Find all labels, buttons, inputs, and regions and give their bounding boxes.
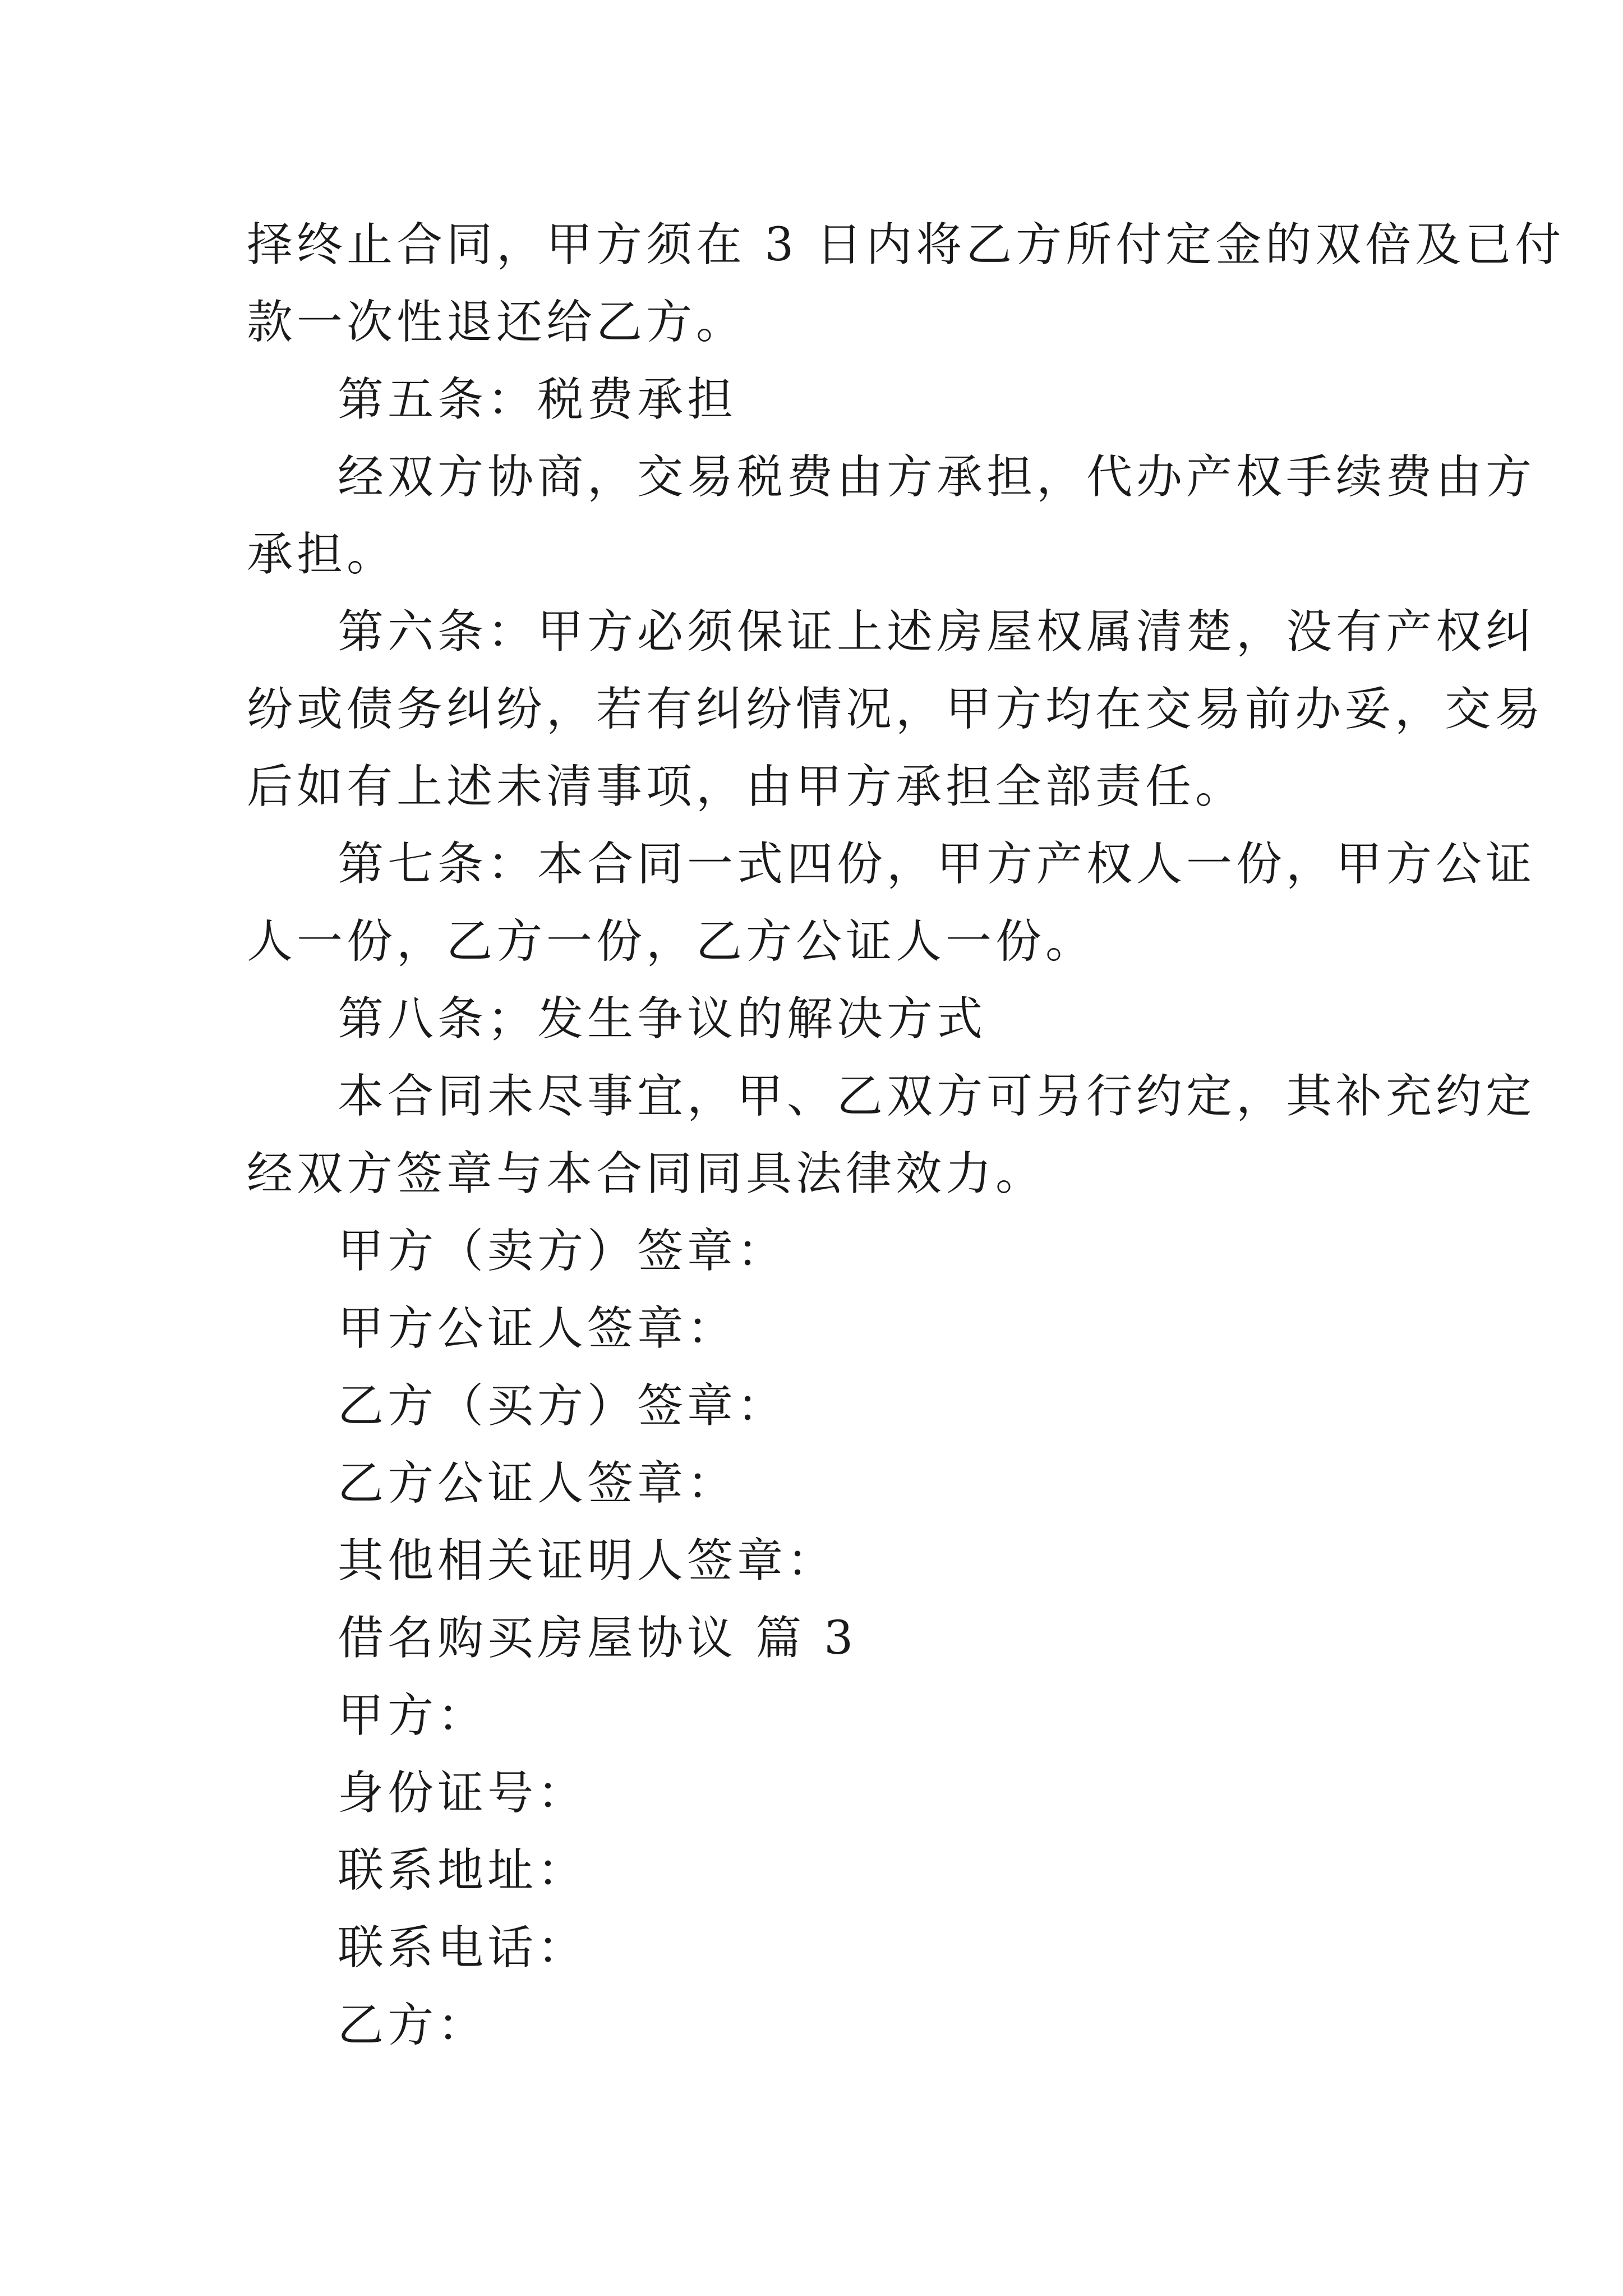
text-line: 经双方协商，交易税费由方承担，代办产权手续费由方: [338, 450, 1536, 504]
text-line: 本合同未尽事宜，甲、乙双方可另行约定，其补充约定: [338, 1070, 1536, 1123]
text-line: 择终止合同，甲方须在 3 日内将乙方所付定金的双倍及已付: [247, 218, 1565, 272]
party-b-notary-signature: 乙方公证人签章：: [338, 1457, 737, 1510]
article-8-heading: 第八条；发生争议的解决方式: [338, 992, 987, 1046]
section-title: 借名购买房屋协议 篇 3: [338, 1612, 857, 1665]
article-5-heading: 第五条：税费承担: [338, 373, 737, 426]
article-6-text: 第六条：甲方必须保证上述房屋权属清楚，没有产权纠: [338, 605, 1536, 659]
document-body: [247, 206, 1565, 2064]
article-7-text: 第七条：本合同一式四份，甲方产权人一份，甲方公证: [338, 838, 1536, 891]
address-label: 联系地址：: [338, 1844, 588, 1897]
party-b-buyer-signature: 乙方（买方）签章：: [338, 1379, 787, 1433]
party-a-label: 甲方：: [338, 1689, 488, 1742]
text-line: 款一次性退还给乙方。: [247, 296, 746, 349]
text-line: 承担。: [247, 528, 397, 581]
party-b-label: 乙方：: [338, 1999, 488, 2052]
other-witness-signature: 其他相关证明人签章：: [338, 1534, 837, 1588]
text-line: 人一份，乙方一份，乙方公证人一份。: [247, 915, 1096, 968]
text-line: 纷或债务纠纷，若有纠纷情况，甲方均在交易前办妥，交易: [247, 683, 1545, 736]
phone-label: 联系电话：: [338, 1921, 588, 1975]
text-line: 后如有上述未清事项，由甲方承担全部责任。: [247, 760, 1246, 813]
party-a-notary-signature: 甲方公证人签章：: [338, 1302, 737, 1355]
id-number-label: 身份证号：: [338, 1766, 588, 1820]
party-a-seller-signature: 甲方（卖方）签章：: [338, 1225, 787, 1278]
text-line: 经双方签章与本合同同具法律效力。: [247, 1147, 1046, 1200]
